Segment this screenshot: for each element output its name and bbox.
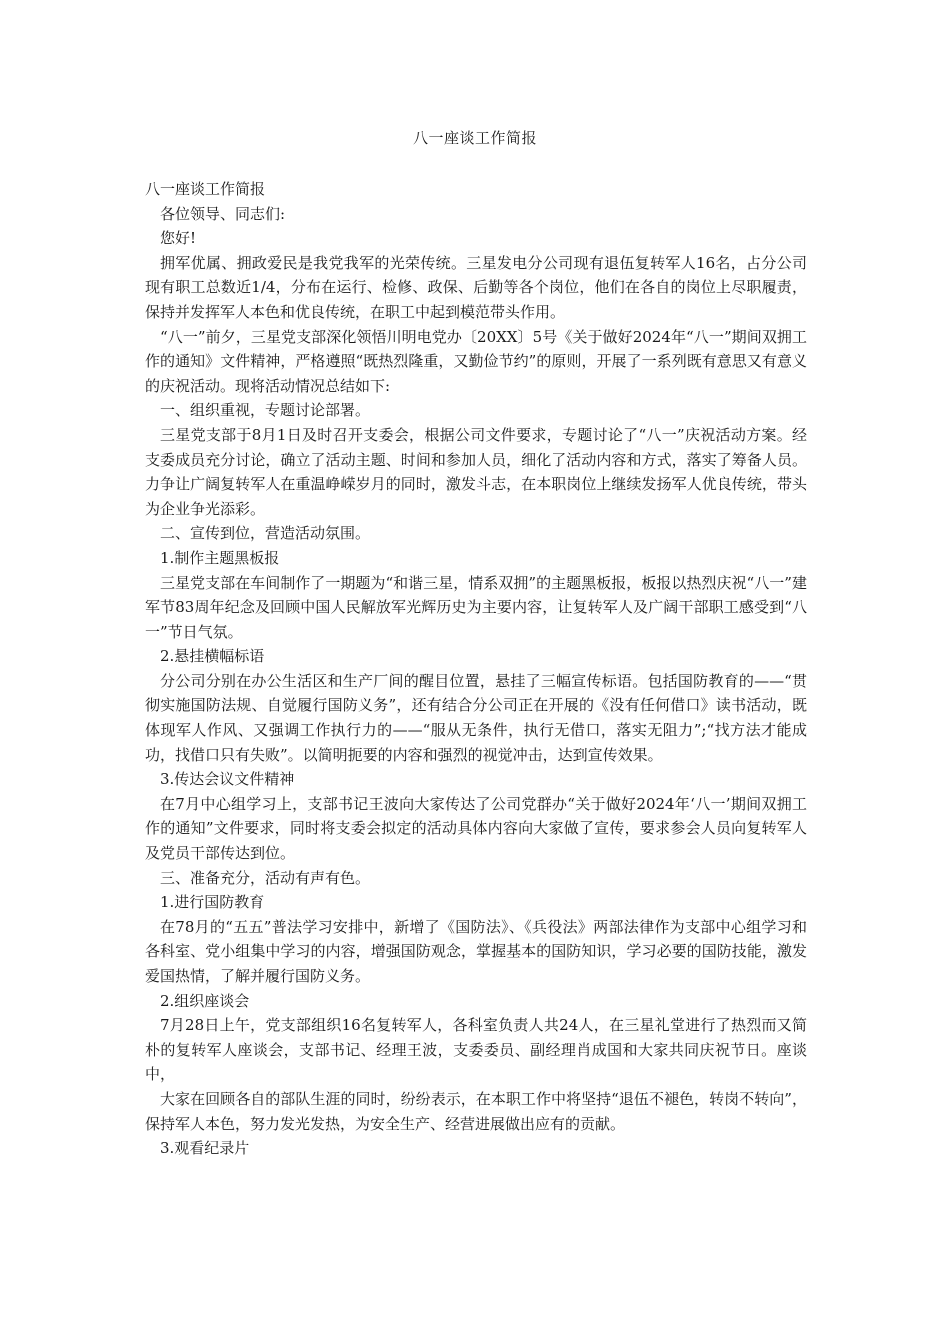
section-heading: 二、宣传到位，营造活动氛围。: [160, 524, 371, 543]
paragraph: 在78月的“五五”普法学习安排中，新增了《国防法》、《兵役法》两部法律作为支部中心组学习和各科室、党小组集中学习的内容，增强国防观念，掌握基本的国防知识，学习必要的国防技能，激发爱国热情，了解并履行国防义务。: [145, 917, 807, 985]
subsection-heading: 3.传达会议文件精神: [160, 770, 295, 789]
document-title: 八一座谈工作简报: [412, 129, 537, 147]
subsection-heading: 3.观看纪录片: [160, 1139, 250, 1158]
paragraph: “八一”前夕，三星党支部深化领悟川明电党办〔20XX〕5号《关于做好2024年“八一”期间双拥工作的通知》文件精神，严格遵照“既热烈隆重，又勤俭节约”的原则，开展了一系列既有意思又有意义的庆祝活动。现将活动情况总结如下:: [145, 327, 807, 395]
body-heading: 八一座谈工作简报: [145, 180, 266, 198]
paragraph: 分公司分别在办公生活区和生产厂间的醒目位置，悬挂了三幅宣传标语。包括国防教育的——“贯彻实施国防法规、自觉履行国防义务”，还有结合分公司正在开展的《没有任何借口》读书活动，既体现军人作风、又强调工作执行力的——“服从无条件，执行无借口，落实无阻力”;“找方法才能成功，找借口只有失败”。以简明扼要的内容和强烈的视觉冲击，达到宣传效果。: [145, 671, 807, 764]
paragraph: 三星党支部于8月1日及时召开支委会，根据公司文件要求，专题讨论了“八一”庆祝活动方案。经支委成员充分讨论，确立了活动主题、时间和参加人员，细化了活动内容和方式，落实了筹备人员。力争让广阔复转军人在重温峥嵘岁月的同时，激发斗志，在本职岗位上继续发扬军人优良传统，带头为企业争光添彩。: [145, 425, 807, 518]
paragraph: 拥军优属、拥政爱民是我党我军的光荣传统。三星发电分公司现有退伍复转军人16名，占分公司现有职工总数近1/4，分布在运行、检修、政保、后勤等各个岗位，他们在各自的岗位上尽职履责，保持并发挥军人本色和优良传统，在职工中起到模范带头作用。: [145, 253, 807, 321]
paragraph: 7月28日上午，党支部组织16名复转军人，各科室负责人共24人，在三星礼堂进行了热烈而又简朴的复转军人座谈会，支部书记、经理王波，支委委员、副经理肖成国和大家共同庆祝节日。座谈中，: [145, 1016, 807, 1084]
paragraph: 三星党支部在车间制作了一期题为“和谐三星，情系双拥”的主题黑板报，板报以热烈庆祝“八一”建军节83周年纪念及回顾中国人民解放军光辉历史为主要内容，让复转军人及广阔干部职工感受到“八一”节日气氛。: [145, 573, 807, 641]
subsection-heading: 1.制作主题黑板报: [160, 548, 280, 567]
greeting: 您好!: [160, 229, 197, 248]
document-body: [145, 177, 807, 1161]
subsection-heading: 2.悬挂横幅标语: [160, 647, 265, 666]
salutation: 各位领导、同志们:: [160, 204, 286, 223]
subsection-heading: 2.组织座谈会: [160, 991, 250, 1010]
subsection-heading: 1.进行国防教育: [160, 893, 265, 912]
paragraph: 在7月中心组学习上，支部书记王波向大家传达了公司党群办“关于做好2024年‘八一’期间双拥工作的通知”文件要求，同时将支委会拟定的活动具体内容向大家做了宣传，要求参会人员向复转军人及党员干部传达到位。: [145, 794, 807, 863]
paragraph: 大家在回顾各自的部队生涯的同时，纷纷表示，在本职工作中将坚持“退伍不褪色，转岗不转向”，保持军人本色，努力发光发热，为安全生产、经营进展做出应有的贡献。: [145, 1089, 807, 1133]
section-heading: 三、准备充分，活动有声有色。: [160, 868, 371, 887]
section-heading: 一、组织重视，专题讨论部署。: [160, 401, 371, 420]
